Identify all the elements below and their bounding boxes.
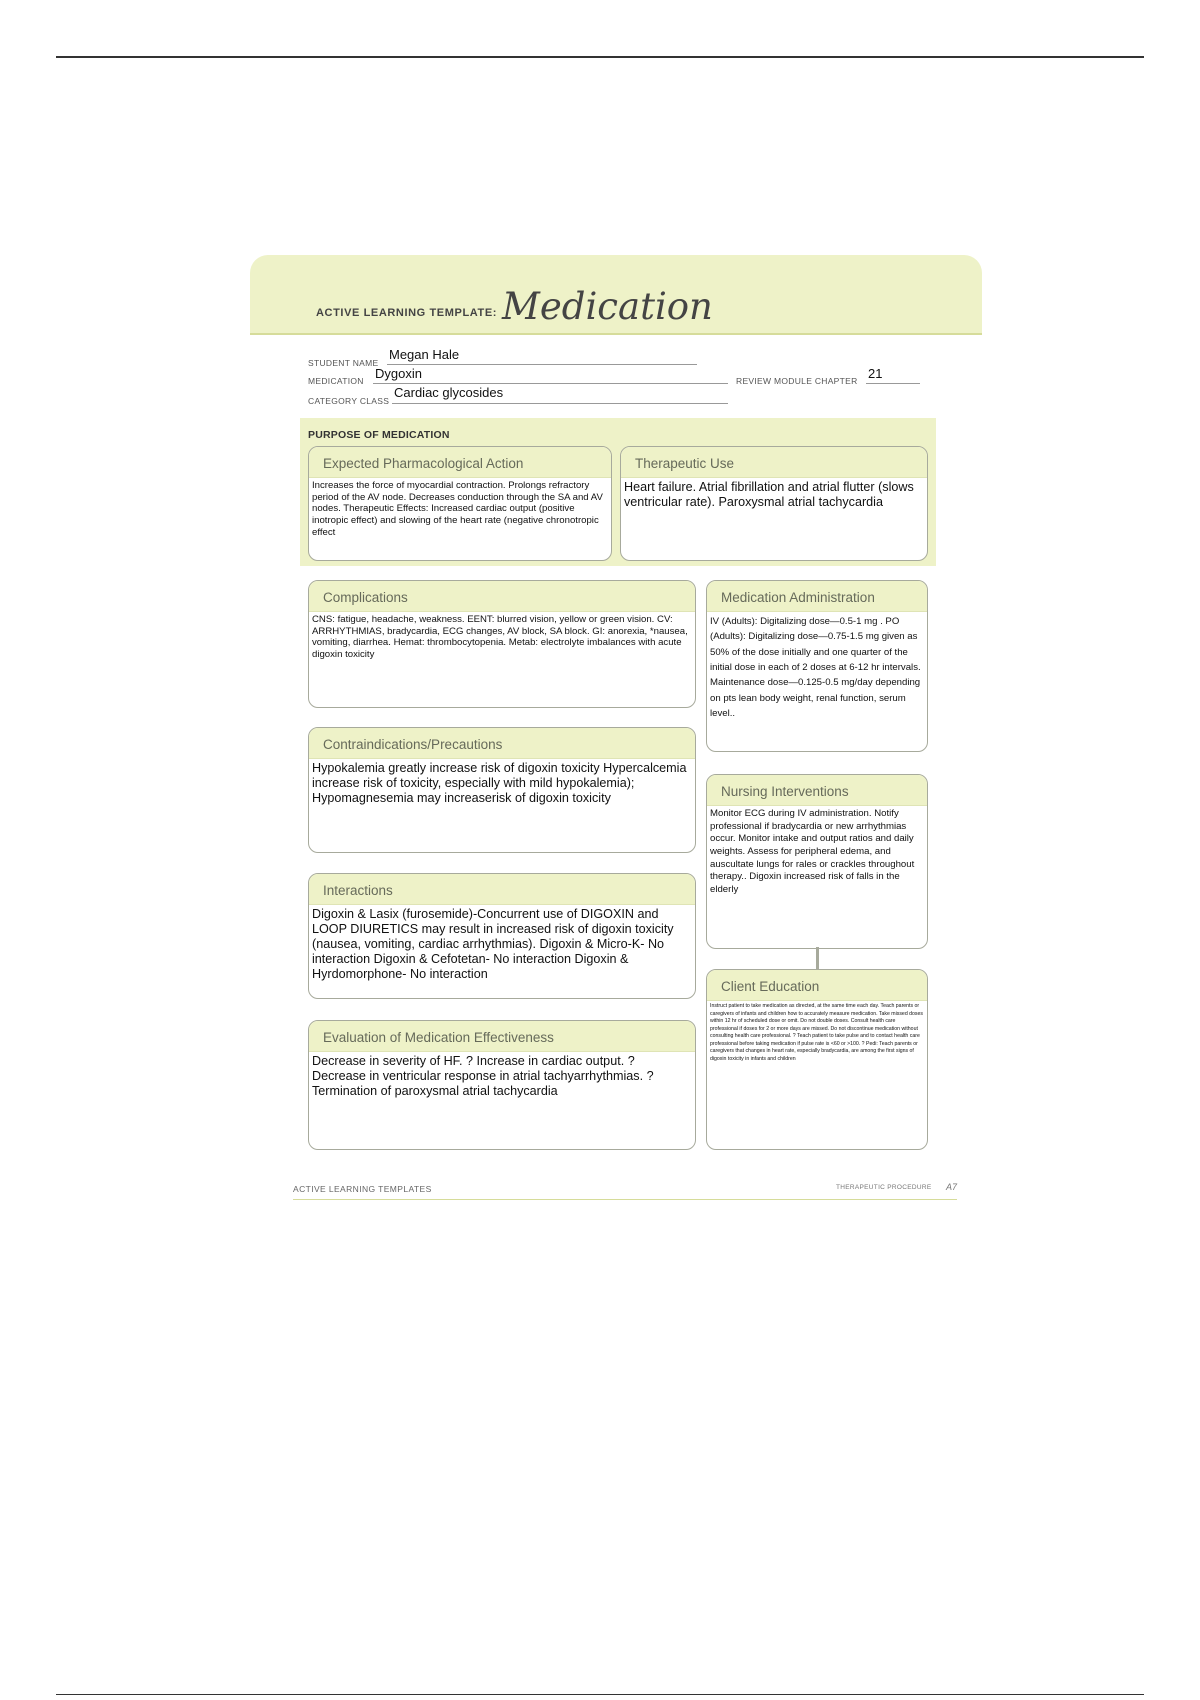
nursing-interventions-card — [706, 774, 928, 949]
interactions-text[interactable]: Digoxin & Lasix (furosemide)-Concurrent use of DIGOXIN and LOOP DIURETICS may result in increased risk of digoxin toxicity (nausea, vomiting, cardiac arrhythmias). Digoxin & Micro-K- No interaction Digoxin & Cefotetan- No interaction Digoxin & Hyrdomorphone- No interaction — [312, 907, 674, 982]
evaluation-card — [308, 1020, 696, 1150]
review-module-line — [866, 383, 920, 384]
student-name-label: STUDENT NAME — [308, 358, 379, 368]
review-module-value[interactable]: 21 — [868, 366, 883, 381]
category-line — [392, 403, 728, 404]
therapeutic-use-title: Therapeutic Use — [635, 456, 735, 471]
medication-template-sheet — [250, 255, 982, 1195]
student-name-line — [387, 364, 697, 365]
medication-line — [373, 383, 728, 384]
therapeutic-use-text[interactable]: Heart failure. Atrial fibrillation and atrial flutter (slows ventricular rate). Paroxysmal atrial tachycardia — [624, 480, 914, 510]
evaluation-title: Evaluation of Medication Effectiveness — [323, 1030, 554, 1045]
expected-action-text[interactable]: Increases the force of myocardial contraction. Prolongs refractory period of the AV node. Decreases conduction through the SA and AV nodes. Therapeutic Effects: Increased cardiac output (positive inotropic effect) and slowing of the heart rate (negative chronotropic effect — [312, 480, 603, 538]
nursing-interventions-title: Nursing Interventions — [721, 784, 849, 799]
administration-title: Medication Administration — [721, 590, 875, 605]
category-label: CATEGORY CLASS — [308, 396, 390, 406]
therapeutic-use-card — [620, 446, 928, 561]
medication-label: MEDICATION — [308, 376, 364, 386]
complications-header — [309, 581, 695, 612]
interactions-card — [308, 873, 696, 999]
therapeutic-use-header — [621, 447, 927, 478]
footer-right-label: THERAPEUTIC PROCEDURE — [836, 1184, 932, 1191]
contraindications-header — [309, 728, 695, 759]
client-education-header — [707, 970, 927, 1001]
expected-action-header — [309, 447, 611, 478]
client-education-card — [706, 969, 928, 1150]
purpose-title: PURPOSE OF MEDICATION — [308, 429, 450, 441]
complications-text[interactable]: CNS: fatigue, headache, weakness. EENT: blurred vision, yellow or green vision. CV: ARRHYTHMIAS, bradycardia, ECG changes, AV block, SA block. GI: anorexia, *nausea, vomiting, diarrhea. Hemat: thrombocytopenia. Metab: electrolyte imbalances with acute digoxin toxicity — [312, 614, 688, 661]
medication-value[interactable]: Dygoxin — [375, 366, 422, 381]
top-rule — [56, 56, 1144, 58]
administration-card — [706, 580, 928, 752]
footer-left-label: ACTIVE LEARNING TEMPLATES — [293, 1184, 432, 1194]
nursing-interventions-header — [707, 775, 927, 806]
evaluation-header — [309, 1021, 695, 1052]
contraindications-card — [308, 727, 696, 853]
complications-card — [308, 580, 696, 708]
administration-header — [707, 581, 927, 612]
complications-title: Complications — [323, 590, 408, 605]
category-value[interactable]: Cardiac glycosides — [394, 385, 504, 400]
contraindications-title: Contraindications/Precautions — [323, 737, 503, 752]
footer-line — [293, 1199, 957, 1200]
student-name-value[interactable]: Megan Hale — [389, 347, 460, 362]
review-module-label: REVIEW MODULE CHAPTER — [736, 376, 858, 386]
interactions-header — [309, 874, 695, 905]
client-education-title: Client Education — [721, 979, 820, 994]
template-label: ACTIVE LEARNING TEMPLATE: — [316, 307, 498, 319]
administration-text[interactable]: IV (Adults): Digitalizing dose—0.5-1 mg . PO (Adults): Digitalizing dose—0.75-1.5 mg given as 50% of the dose initially and one quarter of the initial dose in each of 2 doses at 6-12 hr intervals. Maintenance dose—0.125-0.5 mg/day depending on pts lean body weight, renal function, serum level.. — [710, 616, 921, 720]
expected-action-card — [308, 446, 612, 561]
template-title: Medication — [502, 285, 713, 328]
interactions-title: Interactions — [323, 883, 393, 898]
expected-action-title: Expected Pharmacological Action — [323, 456, 524, 471]
nursing-education-connector — [816, 947, 819, 969]
bottom-rule — [56, 1694, 1144, 1695]
client-education-text[interactable]: Instruct patient to take medication as directed, at the same time each day. Teach parents or caregivers of infants and children how to accurately measure medication. Take missed doses within 12 hr of scheduled dose or omit. Do not double doses. Consult health care professional if doses for 2 or more days are missed. Do not discontinue medication without consulting health care professional. ? Teach patient to take pulse and to contact health care professional before taking medication if pulse rate is <60 or >100. ? Pedi: Teach parents or caregivers that changes in heart rate, especially bradycardia, are among the first signs of digoxin toxicity in infants and children — [710, 1003, 923, 1062]
nursing-interventions-text[interactable]: Monitor ECG during IV administration. Notify professional if bradycardia or new arrhythmias occur. Monitor intake and output ratios and daily weights. Assess for peripheral edema, and auscultate lungs for rales or crackles throughout therapy.. Digoxin increased risk of falls in the elderly — [710, 808, 915, 895]
evaluation-text[interactable]: Decrease in severity of HF. ? Increase in cardiac output. ? Decrease in ventricular response in atrial tachyarrhythmias. ? Termination of paroxysmal atrial tachycardia — [312, 1054, 654, 1099]
footer-page-number: A7 — [946, 1182, 958, 1192]
contraindications-text[interactable]: Hypokalemia greatly increase risk of digoxin toxicity Hypercalcemia increase risk of toxicity, especially with mild hypokalemia); Hypomagnesemia may increaserisk of digoxin toxicity — [312, 761, 687, 806]
